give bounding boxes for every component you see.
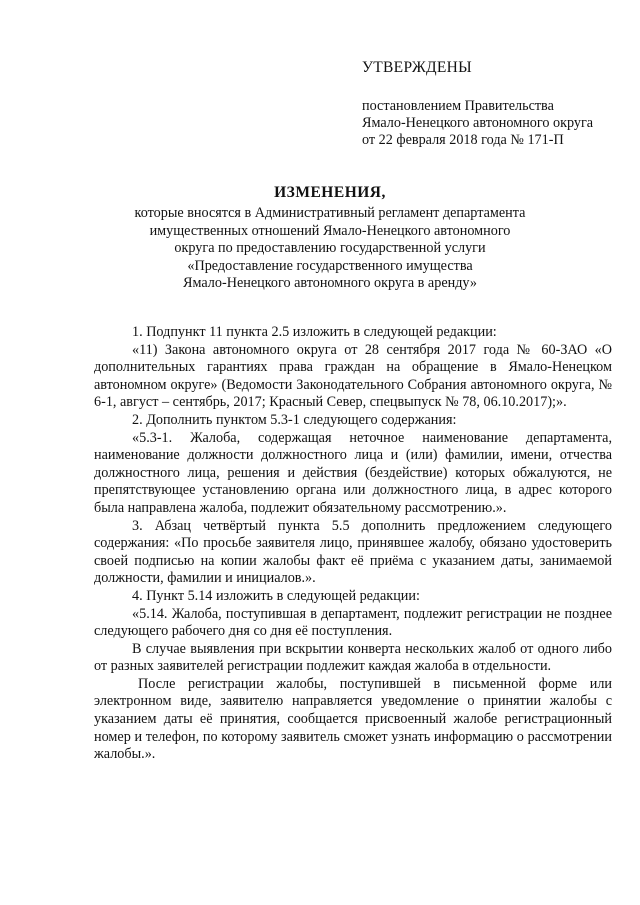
paragraph: «5.14. Жалоба, поступившая в департамент, подлежит регистрации не позднее следующего рабочего дня со дня её поступления. bbox=[94, 605, 612, 640]
document-body bbox=[94, 324, 612, 764]
paragraph: 4. Пункт 5.14 изложить в следующей редакции: bbox=[132, 587, 420, 604]
approval-line: постановлением Правительства bbox=[362, 98, 554, 114]
document-subtitle-line: округа по предоставлению государственной услуги bbox=[174, 240, 486, 256]
document-subtitle-line: «Предоставление государственного имущества bbox=[187, 257, 473, 274]
document-subtitle-line: имущественных отношений Ямало-Ненецкого автономного bbox=[149, 222, 511, 239]
paragraph: 2. Дополнить пунктом 5.3-1 следующего содержания: bbox=[132, 411, 457, 428]
paragraph: 1. Подпункт 11 пункта 2.5 изложить в следующей редакции: bbox=[132, 324, 497, 340]
paragraph: 3. Абзац четвёртый пункта 5.5 дополнить предложением следующего содержания: «По просьбе заявителя лицо, принявшее жалобу, обязано удостоверить своей подписью на копии жалобы факт её приёма с указанием даты, занимаемой должности, фамилии и инициалов.». bbox=[94, 517, 612, 587]
approval-block bbox=[362, 58, 622, 150]
paragraph: «11) Закона автономного округа от 28 сентября 2017 года № 60-ЗАО «О дополнительных гарантиях права граждан на обращение в Ямало-Ненецком автономном округе» (Ведомости Законодательного Собрания автономного округа, № 6-1, август – сентябрь, 2017; Красный Север, спецвыпуск № 78, 06.10.2017);». bbox=[94, 341, 612, 411]
approval-line: Ямало-Ненецкого автономного округа bbox=[362, 115, 594, 132]
approval-line: от 22 февраля 2018 года № 171-П bbox=[362, 132, 564, 149]
document-subtitle-line: которые вносятся в Административный регламент департамента bbox=[134, 205, 526, 221]
paragraph: В случае выявления при вскрытии конверта нескольких жалоб от одного либо от разных заявителей регистрации подлежит каждая жалоба в отдельности. bbox=[94, 640, 612, 675]
document-title-block bbox=[90, 183, 570, 293]
approval-heading: УТВЕРЖДЕНЫ bbox=[362, 59, 472, 76]
paragraph: «5.3-1. Жалоба, содержащая неточное наименование департамента, наименование должности должностного лица и (или) фамилии, имени, отчества должностного лица, решения и действия (бездействие) которых обжалуются, не препятствующее установлению органа или должностного лица, в адрес которого была направлена жалоба, подлежит обязательному рассмотрению.». bbox=[94, 429, 612, 516]
document-subtitle-line: Ямало-Ненецкого автономного округа в аренду» bbox=[183, 275, 477, 291]
document-title: ИЗМЕНЕНИЯ, bbox=[274, 184, 386, 201]
paragraph: После регистрации жалобы, поступившей в письменной форме или электронном виде, заявителю направляется уведомление о принятии жалобы с указанием даты её принятия, сообщается присвоенный жалобе регистрационный номер и телефон, по которому заявитель сможет узнать информацию о рассмотрении жалобы.». bbox=[94, 675, 612, 763]
